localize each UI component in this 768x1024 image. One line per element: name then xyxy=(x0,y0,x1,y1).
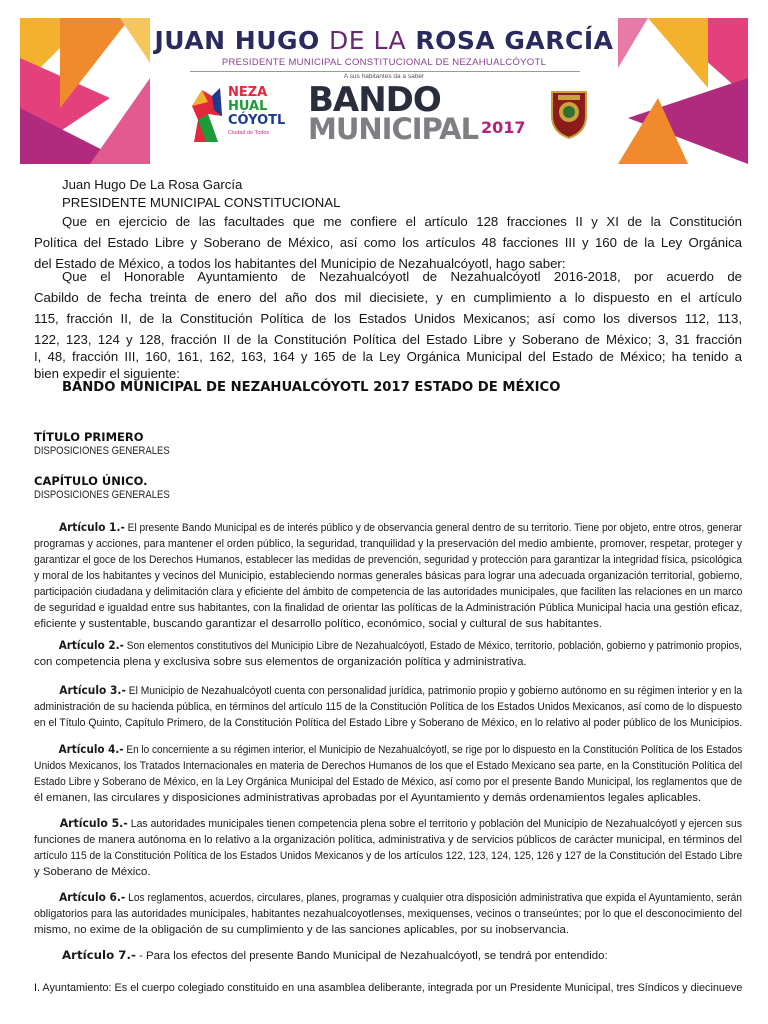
article-7 xyxy=(34,947,742,964)
estado-mexico-seal-icon xyxy=(544,86,594,140)
intro-line: Cabildo de fecha treinta de enero del año dos mil diecisiete, y en cumplimiento a lo dispuesto en el artículo xyxy=(34,290,742,305)
article-text: obligatorios para las autoridades municipales, habitantes nezahualcoyotlenses, mexiquenses, vecinos o transeúntes; por lo que el desconocimiento del xyxy=(34,908,743,920)
article-text: El presente Bando Municipal es de interés público y de observancia general dentro de su territorio. Tiene por objeto, entre otros, generar xyxy=(124,522,743,534)
article-4 xyxy=(34,741,742,806)
banner-divider xyxy=(190,71,580,72)
article-text: funciones de manera autónoma en lo relativo a la organización política, administrativa y de servicios públicos de carácter municipal, en términos del xyxy=(34,834,743,846)
article-2 xyxy=(34,637,742,670)
article-label: Artículo 1.- xyxy=(58,520,125,534)
capitulo-unico: CAPÍTULO ÚNICO. xyxy=(34,474,148,488)
intro-line: Que en ejercicio de las facultades que me confiere el artículo 128 fracciones II y XI de la Constitución xyxy=(62,214,742,229)
article-label: Artículo 3.- xyxy=(59,683,126,697)
logo-word-coyotl: CÓYOTL xyxy=(228,113,286,128)
author-position: PRESIDENTE MUNICIPAL CONSTITUCIONAL xyxy=(62,195,341,210)
article-text: mismo, no exime de la obligación de su cumplimiento y de las sanciones aplicables, por su inobservancia. xyxy=(34,924,570,936)
article-text: Los reglamentos, acuerdos, circulares, planes, programas y cualquier otra disposición administrativa que expida el Ayuntamiento, serán xyxy=(125,892,742,904)
neza-emblem-icon xyxy=(188,86,224,144)
logo-word-neza: NEZA xyxy=(228,85,268,100)
article-5 xyxy=(34,815,742,880)
titulo-subtitle: DISPOSICIONES GENERALES xyxy=(34,445,170,457)
banner-dedication: A sus habitantes da a saber xyxy=(343,73,425,80)
banner-name-title: JUAN HUGO DE LA ROSA GARCÍA xyxy=(154,26,614,55)
article-text: y moral de los habitantes y vecinos del Municipio, estableciendo normas generales básicas para lograr una adecuada organización territorial, gobierno, xyxy=(34,570,743,582)
article-text: programas y acciones, para mantener el orden público, la seguridad, tranquilidad y la preservación del medio ambiente, promover, respetar, proteger y xyxy=(34,538,743,550)
article-label: Artículo 7.- xyxy=(62,948,136,962)
article-text: garantizar el goce de los Derechos Humanos, establecer las medidas de prevención, seguridad y protección para garantizar la integridad física, psicológica xyxy=(34,554,743,566)
article-text: eficiente y sustentable, buscando garantizar el desarrollo político, económico, social y cultural de sus habitantes. xyxy=(34,618,602,630)
article-text: de seguridad e igualdad entre sus habitantes, con la finalidad de orientar las políticas de la Administración Pública Municipal hacia una gestión eficaz, xyxy=(34,602,743,614)
bando-title-line1: BANDO xyxy=(308,80,441,120)
logo-slogan: Ciudad de Todos xyxy=(228,130,270,136)
intro-line: bien expedir el siguiente: xyxy=(34,366,180,381)
intro-line: Que el Honorable Ayuntamiento de Nezahualcóyotl de Nezahualcóyotl 2016-2018, por acuerdo de xyxy=(62,269,742,284)
article-label: Artículo 4.- xyxy=(58,742,124,756)
intro-line: I, 48, fracción III, 160, 161, 162, 163, 164 y 165 de la Ley Orgánica Municipal del Estado de México; ha tenido a xyxy=(34,349,742,364)
intro-line: 122, 123, 124 y 128, fracción II de la Constitución Política del Estado Libre y Soberano de México; 3, 31 fracción xyxy=(34,332,742,347)
bando-title-line2: MUNICIPAL xyxy=(308,112,479,146)
article-6 xyxy=(34,889,742,938)
article-text: y Soberano de México. xyxy=(34,866,151,878)
article-1 xyxy=(34,519,742,632)
bando-heading: BANDO MUNICIPAL DE NEZAHUALCÓYOTL 2017 ESTADO DE MÉXICO xyxy=(62,380,561,395)
article-3 xyxy=(34,682,742,731)
definition-item xyxy=(34,980,742,996)
article-text: administración de su hacienda pública, en términos del artículo 115 de la Constitución Política de los Estados Unidos Mexicanos, así como de lo dispuesto xyxy=(34,701,743,713)
author-name: Juan Hugo De La Rosa García xyxy=(62,177,243,192)
article-text: - Para los efectos del presente Bando Municipal de Nezahualcóyotl, se tendrá por entendido: xyxy=(135,950,608,962)
capitulo-subtitle: DISPOSICIONES GENERALES xyxy=(34,489,170,501)
definition-text: I. Ayuntamiento: Es el cuerpo colegiado constituido en una asamblea deliberante, integrada por un Presidente Municipal, tres Síndicos y diecinueve xyxy=(34,982,743,994)
article-text: Son elementos constitutivos del Municipio Libre de Nezahualcóyotl, Estado de México, territorio, población, gobierno y patrimonio propios, xyxy=(123,640,743,652)
article-label: Artículo 2.- xyxy=(58,638,124,652)
article-text: El Municipio de Nezahualcóyotl cuenta con personalidad jurídica, patrimonio propio y gobierno autónomo en su régimen interior y en la xyxy=(125,685,743,697)
titulo-primero: TÍTULO PRIMERO xyxy=(34,430,144,444)
bando-title-year: 2017 xyxy=(481,118,526,137)
intro-line: del Estado de México, a todos los habitantes del Municipio de Nezahualcóyotl, hago saber: xyxy=(34,256,566,271)
intro-line: Política del Estado Libre y Soberano de México, así como los artículos 48 facciones III y 160 de la Ley Orgánica xyxy=(34,235,742,250)
logo-word-hual: HUAL xyxy=(228,99,268,114)
article-text: él emanen, las circulares y disposiciones administrativas aprobadas por el Ayuntamiento y demás ordenamientos legales aplicables. xyxy=(34,792,702,804)
article-text: Estado Libre y Soberano de México, en la Ley Orgánica Municipal del Estado de México, así como por el presente Bando Municipal, los reglamentos que de xyxy=(34,776,742,788)
article-label: Artículo 6.- xyxy=(59,890,126,904)
banner-subtitle: PRESIDENTE MUNICIPAL CONSTITUCIONAL DE NEZAHUALCÓYOTL xyxy=(221,57,547,68)
article-text: artículo 115 de la Constitución Política de los Estados Unidos Mexicanos y de los artículos 122, 123, 124, 125, 126 y 127 de la Constitución del Estado Libre xyxy=(34,850,743,862)
article-text: Las autoridades municipales tienen competencia plena sobre el territorio y población del Municipio de Nezahualcóyotl y ejercen sus xyxy=(127,818,743,830)
article-text: En lo concerniente a su régimen interior, el Municipio de Nezahualcóyotl, se rige por lo dispuesto en la Constitución Política de los Estados xyxy=(123,744,743,756)
article-label: Artículo 5.- xyxy=(59,816,128,830)
article-text: Unidos Mexicanos, los Tratados Internacionales en materia de Derechos Humanos de los que el Estado Mexicano sea parte, en la Constitución Política del xyxy=(34,760,743,772)
neza-logo xyxy=(188,82,288,158)
article-text: con competencia plena y exclusiva sobre sus elementos de organización política y administrativa. xyxy=(34,656,527,668)
article-text: participación ciudadana y delimitación clara y eficiente del ámbito de competencia de las autoridades municipales, que faciliten las relaciones en un marco xyxy=(34,586,743,598)
intro-line: 115, fracción II, de la Constitución Política de los Estados Unidos Mexicanos; así como los diversos 112, 113, xyxy=(34,311,742,326)
header-banner xyxy=(20,18,748,164)
article-text: en el Título Quinto, Capítulo Primero, de la Constitución Política del Estado Libre y Soberano de México, en lo relativo al poder público de los Municipios. xyxy=(34,717,743,729)
